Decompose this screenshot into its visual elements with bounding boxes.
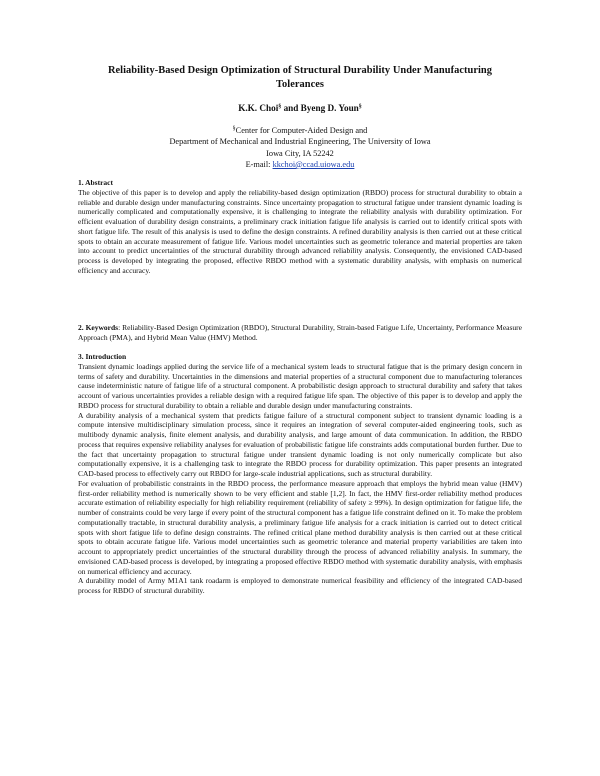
abstract-text: The objective of this paper is to develop and apply the reliability-based design optimization (RBDO) process for structural durability to obtain a reliable and durable design under manufacturing constraints. Since uncertainty propagation to structural fatigue under transient dynamic loading is numerically complicated and computationally expensive, it is challenging to integrate the reliability analysis with durability optimization. For efficient evaluation of durability design constraints, a preliminary crack initiation fatigue life analysis is carried out to identify critical spots with short fatigue life. The result of this analysis is used to define the design constraints. A refined durability analysis is then carried out at these critical spots to obtain an accurate measurement of fatigue life. Various model uncertainties such as geometric tolerance and material properties are taken into account to predict uncertainties of the structural durability through advanced reliability analysis. Consequently, the envisioned CAD-based process is developed by integrating the proposed, effective RBDO method with a systematic durability analysis, with emphasis on numerical efficiency and accuracy.	[78, 187, 522, 275]
keywords-text: : Reliability-Based Design Optimization (RBDO), Structural Durability, Strain-based Fatigue Life, Uncertainty, Performance Measure Approach (PMA), and Hybrid Mean Value (HMV) Method.	[78, 323, 523, 342]
affiliation-line-2: Department of Mechanical and Industrial Engineering, The University of Iowa	[169, 137, 431, 147]
abstract-heading: 1. Abstract	[78, 178, 113, 187]
keywords-heading: 2. Keywords	[78, 323, 119, 332]
affiliation-email-line	[0, 159, 600, 170]
affiliation-line-1: §Center for Computer-Aided Design and	[232, 126, 368, 135]
author-line	[0, 101, 600, 114]
abstract-section	[78, 178, 522, 276]
introduction-paragraph-3: For evaluation of probabilistic constraints in the RBDO process, the performance measure approach that employs the hybrid mean value (HMV) first-order reliability method is numerically shown to be very efficient and stable [1,2]. In fact, the HMV first-order reliability method produces accurate estimation of reliability especially for high reliability requirement (reliability of safety ≥ 99%). In design optimization for fatigue life, the number of constraints could be very large if every point of the structural component has a fatigue life constraint defined on it. To make the problem computationally tractable, in structural durability analysis, a preliminary fatigue life analysis for a crack initiation is carried out to detect critical spots with short fatigue life to define design constraints. The refined critical plane method durability analysis is then carried out at these critical spots to obtain accurate fatigue life. Various model uncertainties such as geometric tolerance and material property variabilities are taken into account to appropriately predict uncertainties of the structural durability through the process of advanced reliability analysis. In summary, the envisioned CAD-based process is developed, by integrating a proposed effective RBDO method with systematic durability analysis, with emphasis on numerical efficiency and accuracy.	[78, 478, 522, 576]
email-link[interactable]: kkchoi@ccad.uiowa.edu	[272, 159, 355, 169]
introduction-section	[78, 352, 522, 596]
author-1: K.K. Choi	[238, 103, 279, 113]
affiliation-line-3: Iowa City, IA 52242	[266, 148, 334, 158]
introduction-paragraph-4: A durability model of Army M1A1 tank roadarm is employed to demonstrate numerical feasibility and efficiency of the integrated CAD-based process for RBDO of structural durability.	[78, 576, 522, 595]
paper-title: Reliability-Based Design Optimization of Structural Durability Under Manufacturing Tolerances	[107, 65, 493, 90]
keywords-section	[78, 323, 522, 343]
introduction-heading: 3. Introduction	[78, 352, 127, 361]
keywords-paragraph	[78, 323, 522, 343]
affiliation-mark: §	[232, 126, 236, 132]
author-1-mark: §	[278, 104, 282, 110]
author-2: and Byeng D. Youn	[283, 103, 359, 113]
author-2-mark: §	[358, 104, 362, 110]
email-label: E-mail:	[245, 159, 271, 169]
introduction-paragraph-2: A durability analysis of a mechanical system that predicts fatigue failure of a structural component subject to transient dynamic loading is a compute intensive multidisciplinary simulation process, since it requires an integration of several computer-aided engineering tools, such as multibody dynamic analysis, finite element analysis, and durability analysis, and large amount of data communication. In addition, the RBDO process that requires expensive reliability analyses for evaluation of probabilistic fatigue life constraints adds computational burden further. Due to the fact that uncertainty propagation to structural fatigue under transient dynamic loading is not only numerically complicate but also computationally expensive, it is a challenging task to integrate the RBDO process for durability optimization. This paper presents an integrated CAD-based process to effectively carry out RBDO for large-scale industrial applications, such as structural durability.	[78, 410, 522, 478]
introduction-paragraph-1: Transient dynamic loadings applied during the service life of a mechanical system leads to structural fatigue that is the primary design concern in terms of safety and durability. Uncertainties in the dimensions and material properties of a structural component due to manufacturing tolerances cause indeterministic nature of fatigue life of a structural component. A probabilistic design approach to structural durability and safety that takes account of various uncertainties provides a reliable design with a required fatigue life span. The objective of this paper is to develop and apply the RBDO process for structural durability to obtain a reliable and durable design under manufacturing constraints.	[78, 361, 522, 410]
affiliation	[0, 124, 600, 170]
